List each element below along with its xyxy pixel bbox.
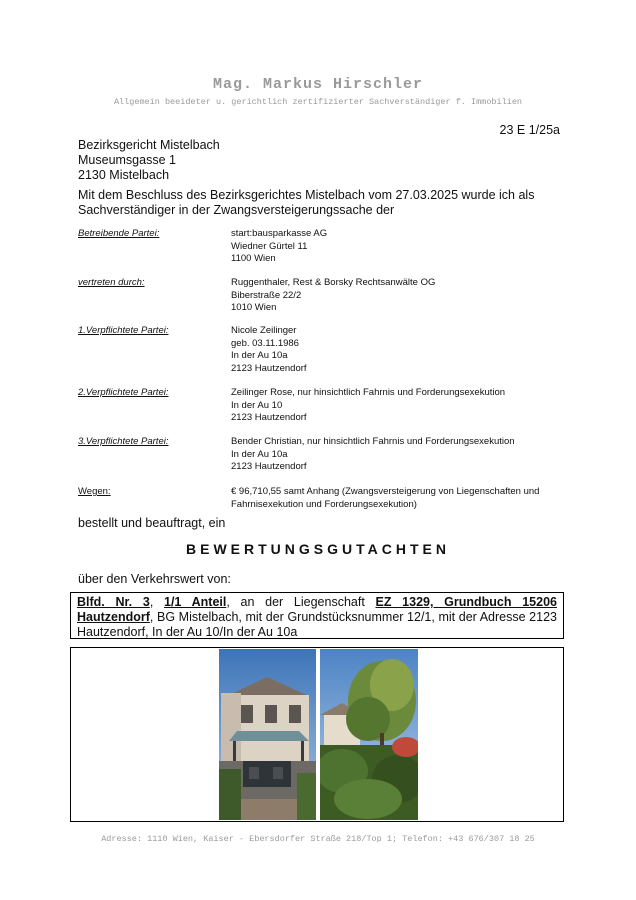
document-title: BEWERTUNGSGUTACHTEN — [186, 541, 450, 557]
party-line: Zeilinger Rose, nur hinsichtlich Fahrnis und Forderungsexekution — [231, 387, 506, 398]
separator: , — [149, 595, 164, 609]
party-line: Biberstraße 22/2 — [231, 289, 302, 301]
claim-label: Wegen: — [78, 486, 111, 497]
valuation-subject-intro: über den Verkehrswert von: — [78, 572, 231, 586]
court-address — [78, 138, 220, 183]
footer-address: Adresse: 1110 Wien, Kaiser - Ebersdorfer Straße 218/Top 1; Telefon: +43 676/307 18 25 — [101, 834, 535, 844]
party-label: 1.Verpflichtete Partei: — [78, 325, 169, 336]
party-line: Wiedner Gürtel 11 — [231, 240, 308, 252]
property-share: 1/1 Anteil — [164, 595, 227, 609]
court-city: 2130 Mistelbach — [78, 168, 170, 182]
party-details — [231, 387, 571, 425]
property-description-box — [70, 592, 564, 639]
party-line: Nicole Zeilinger — [231, 325, 297, 336]
party-label: Betreibende Partei: — [78, 228, 160, 239]
party-line: geb. 03.11.1986 — [231, 337, 299, 349]
party-details — [231, 277, 571, 315]
letterhead-subtitle: Allgemein beeideter u. gerichtlich zertifizierter Sachverständiger f. Immobilien — [113, 97, 523, 107]
property-lot-number: Blfd. Nr. 3 — [77, 595, 150, 609]
party-details — [231, 436, 571, 474]
property-text: , an der Liegenschaft — [226, 595, 376, 609]
party-line: In der Au 10a — [231, 350, 288, 361]
party-line: 1100 Wien — [231, 253, 276, 264]
party-line: 2123 Hautzendorf — [231, 412, 307, 423]
appointment-text: bestellt und beauftragt, ein — [78, 516, 226, 530]
party-details — [231, 325, 571, 375]
party-line: start:bausparkasse AG — [231, 228, 328, 239]
party-details — [231, 228, 571, 266]
party-line: € 96,710,55 samt Anhang (Zwangsversteigerung von Liegenschaften und Fahrnisexekution und Forderungsexekution) — [231, 486, 540, 510]
party-line: Bender Christian, nur hinsichtlich Fahrnis und Forderungsexekution — [231, 436, 515, 447]
party-line: In der Au 10 — [231, 399, 283, 411]
property-text: , BG Mistelbach, mit der Grundstücksnummer 12/1, mit der Adresse 2123 Hautzendorf, In der Au 10/In der Au 10a — [77, 610, 557, 639]
property-land-register: EZ 1329, Grundbuch 15206 Hautzendorf — [77, 595, 557, 624]
court-street: Museumsgasse 1 — [78, 153, 176, 167]
party-label: 3.Verpflichtete Partei: — [78, 436, 169, 447]
photo-box — [70, 647, 564, 822]
case-number: 23 E 1/25a — [499, 123, 560, 137]
party-line: Ruggenthaler, Rest & Borsky Rechtsanwälte OG — [231, 277, 436, 288]
letterhead-name: Mag. Markus Hirschler — [212, 76, 424, 93]
party-line: 2123 Hautzendorf — [231, 461, 307, 472]
garden-photo — [320, 649, 418, 820]
court-name: Bezirksgericht Mistelbach — [78, 138, 220, 152]
party-label: vertreten durch: — [78, 277, 145, 288]
intro-paragraph: Mit dem Beschluss des Bezirksgerichtes Mistelbach vom 27.03.2025 wurde ich als Sachverständiger in der Zwangsversteigerungssache der — [78, 188, 535, 217]
party-line: In der Au 10a — [231, 448, 288, 460]
party-line: 2123 Hautzendorf — [231, 362, 307, 374]
claim-details — [231, 486, 571, 511]
house-photo — [219, 649, 316, 820]
party-label: 2.Verpflichtete Partei: — [78, 387, 169, 398]
party-line: 1010 Wien — [231, 302, 277, 313]
